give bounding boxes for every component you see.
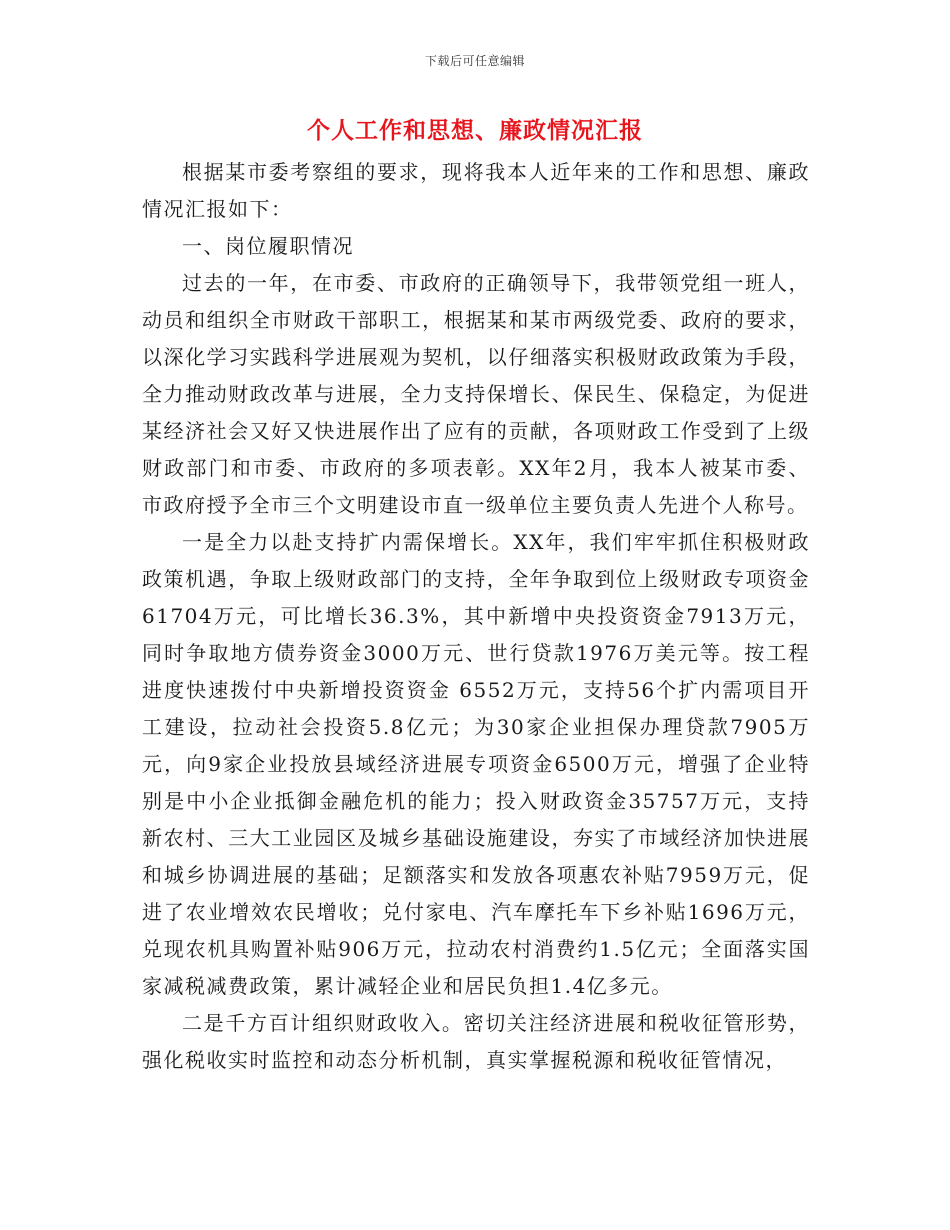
document-title: 个人工作和思想、廉政情况汇报: [307, 117, 643, 144]
paragraph-point-one: 一是全力以赴支持扩内需保增长。XX年，我们牢牢抓住积极财政政策机遇，争取上级财政部门的支持，全年争取到位上级财政专项资金61704万元，可比增长36.3%，其中新增中央投资资金7913万元，同时争取地方债券资金3000万元、世行贷款1976万美元等。按工程进度快速拨付中央新增投资资金 6552万元，支持56个扩内需项目开工建设，拉动社会投资5.8亿元；为30家企业担保办理贷款7905万元，向9家企业投放县域经济进展专项资金6500万元，增强了企业特别是中小企业抵御金融危机的能力；投入财政资金35757万元，支持新农村、三大工业园区及城乡基础设施建设，夯实了市域经济加快进展和城乡协调进展的基础；足额落实和发放各项惠农补贴7959万元，促进了农业增效农民增收；兑付家电、汽车摩托车下乡补贴1696万元，兑现农机具购置补贴906万元，拉动农村消费约1.5亿元；全面落实国家减税减费政策，累计减轻企业和居民负担1.4亿多元。: [142, 530, 810, 998]
paragraph-intro: 根据某市委考察组的要求，现将我本人近年来的工作和思想、廉政情况汇报如下：: [142, 160, 810, 221]
paragraph-point-two: 二是千方百计组织财政收入。密切关注经济进展和税收征管形势，强化税收实时监控和动态分析机制，真实掌握税源和税收征管情况，: [142, 1011, 810, 1072]
page-header: 下载后可任意编辑: [424, 54, 525, 68]
document-body: [142, 154, 810, 1079]
paragraph-overview: 过去的一年，在市委、市政府的正确领导下，我带领党组一班人，动员和组织全市财政干部职工，根据某和某市两级党委、政府的要求，以深化学习实践科学进展观为契机，以仔细落实积极财政政策为手段，全力推动财政改革与进展，全力支持保增长、保民生、保稳定，为促进某经济社会又好又快进展作出了应有的贡献，各项财政工作受到了上级财政部门和市委、市政府的多项表彰。XX年2月，我本人被某市委、市政府授予全市三个文明建设市直一级单位主要负责人先进个人称号。: [142, 271, 810, 517]
section-heading: 一、岗位履职情况: [182, 234, 354, 258]
